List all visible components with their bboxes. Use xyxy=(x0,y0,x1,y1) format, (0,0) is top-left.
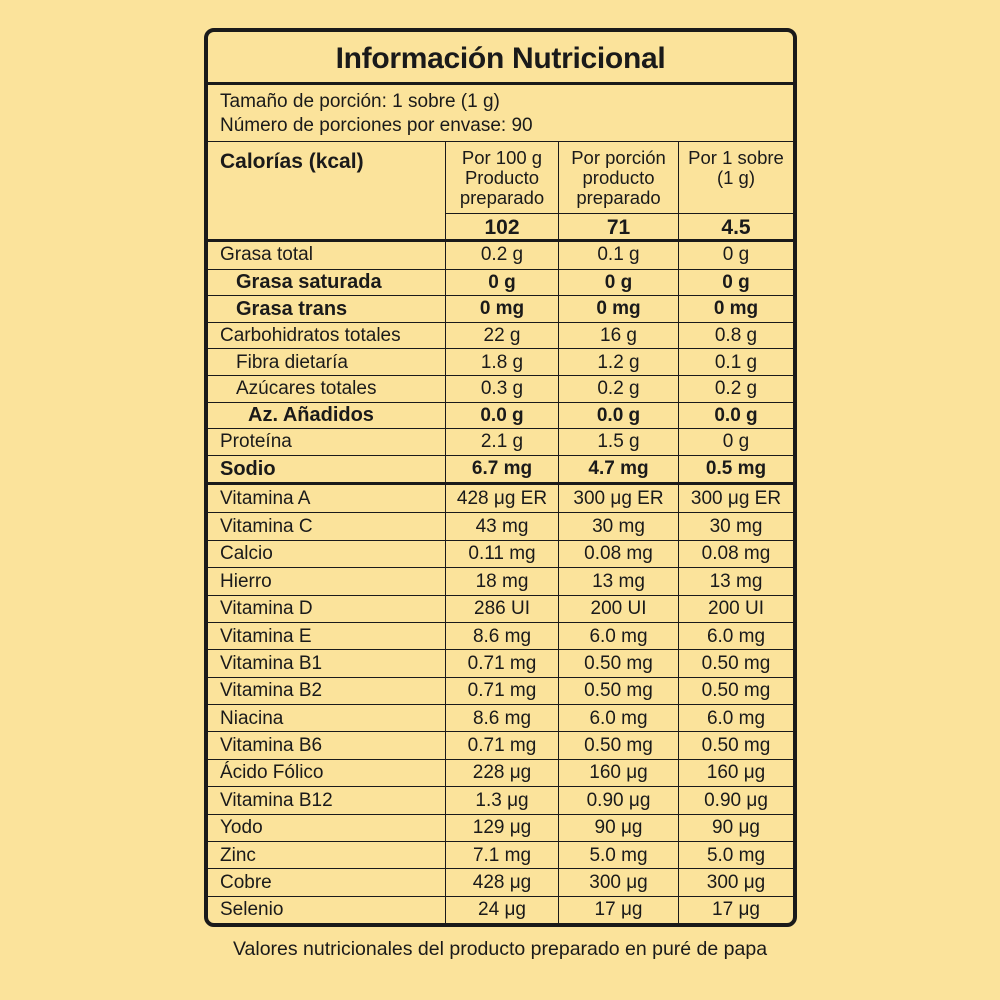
nutrient-value: 1.5 g xyxy=(597,431,640,453)
table-row xyxy=(208,242,793,269)
nutrient-value: 160 μg xyxy=(589,762,648,784)
column-separator xyxy=(558,141,559,923)
nutrient-value: 90 μg xyxy=(594,817,643,839)
table-row xyxy=(208,295,793,323)
nutrient-value: 43 mg xyxy=(475,516,529,538)
nutrient-value: 0.50 mg xyxy=(701,735,771,757)
nutrient-value: 0.71 mg xyxy=(467,652,537,674)
nutrient-value: 6.0 mg xyxy=(706,707,766,729)
nutrient-value: 0 mg xyxy=(713,298,759,320)
nutrient-name: Vitamina B12 xyxy=(220,789,333,811)
nutrient-value: 0.0 g xyxy=(480,404,524,426)
nutrient-name: Sodio xyxy=(220,457,276,480)
nutrient-value: 300 μg xyxy=(589,871,648,893)
nutrient-name: Yodo xyxy=(220,817,263,839)
nutrient-value: 2.1 g xyxy=(480,431,524,453)
nutrient-value: 0 mg xyxy=(596,298,641,320)
nutrient-value: 0.0 g xyxy=(714,404,758,426)
nutrient-name: Vitamina A xyxy=(220,487,311,509)
calories-label: Calorías (kcal) xyxy=(220,150,364,173)
nutrient-name: Vitamina C xyxy=(220,516,313,538)
nutrient-value: 0.1 g xyxy=(597,244,640,266)
title-divider xyxy=(208,82,793,85)
table-row xyxy=(208,348,793,376)
nutrient-value: 0.08 mg xyxy=(701,543,771,565)
nutrient-name: Fibra dietaría xyxy=(236,351,348,373)
table-row xyxy=(208,485,793,512)
nutrient-value: 18 mg xyxy=(475,570,529,592)
nutrient-name: Hierro xyxy=(220,570,272,592)
nutrient-value: 17 μg xyxy=(594,899,643,921)
nutrient-value: 0.90 μg xyxy=(704,789,768,811)
servings-per-container: Número de porciones por envase: 90 xyxy=(220,115,533,136)
table-row xyxy=(208,402,793,430)
nutrient-value: 6.0 mg xyxy=(589,707,648,729)
nutrition-facts-panel xyxy=(204,28,797,927)
table-row xyxy=(208,375,793,403)
serving-size: Tamaño de porción: 1 sobre (1 g) xyxy=(220,91,500,112)
nutrient-name: Vitamina B2 xyxy=(220,680,323,702)
nutrient-name: Proteína xyxy=(220,431,292,453)
nutrient-value: 0.50 mg xyxy=(584,735,653,757)
table-row xyxy=(208,677,793,705)
nutrient-value: 300 μg xyxy=(706,871,766,893)
table-row xyxy=(208,512,793,540)
nutrient-value: 6.0 mg xyxy=(589,625,648,647)
nutrient-value: 0 g xyxy=(722,431,750,453)
nutrient-value: 5.0 mg xyxy=(706,844,766,866)
nutrient-name: Zinc xyxy=(220,844,256,866)
nutrient-value: 24 μg xyxy=(478,899,526,921)
nutrient-value: 0 g xyxy=(722,244,750,266)
nutrient-name: Grasa saturada xyxy=(236,271,382,294)
nutrient-value: 0.90 μg xyxy=(586,789,651,811)
nutrient-name: Grasa total xyxy=(220,244,313,266)
nutrient-value: 0.50 mg xyxy=(701,680,771,702)
nutrient-value: 22 g xyxy=(483,325,521,347)
calories-value: 102 xyxy=(484,216,520,239)
nutrient-value: 17 μg xyxy=(712,899,760,921)
nutrient-value: 1.2 g xyxy=(597,351,640,373)
nutrient-name: Azúcares totales xyxy=(236,378,377,400)
nutrient-value: 0 g xyxy=(488,271,516,293)
nutrient-value: 0.50 mg xyxy=(584,652,653,674)
footnote: Valores nutricionales del producto preparado en puré de papa xyxy=(232,938,768,960)
nutrient-name: Vitamina B1 xyxy=(220,652,323,674)
calories-value: 4.5 xyxy=(721,216,751,239)
nutrient-value: 1.8 g xyxy=(480,351,524,373)
nutrient-value: 0.08 mg xyxy=(584,543,653,565)
nutrient-value: 300 μg ER xyxy=(573,487,664,509)
table-row xyxy=(208,786,793,814)
nutrient-value: 4.7 mg xyxy=(588,458,649,480)
nutrient-name: Selenio xyxy=(220,899,284,921)
serving-divider xyxy=(208,141,793,142)
nutrient-name: Vitamina B6 xyxy=(220,735,323,757)
table-row xyxy=(208,704,793,732)
nutrient-value: 0.2 g xyxy=(480,244,524,266)
nutrient-value: 0.1 g xyxy=(714,351,758,373)
nutrient-value: 0.71 mg xyxy=(467,680,537,702)
nutrient-value: 200 UI xyxy=(708,598,764,620)
nutrient-value: 200 UI xyxy=(590,598,647,620)
nutrient-value: 0.3 g xyxy=(480,378,524,400)
nutrient-value: 228 μg xyxy=(472,762,532,784)
table-row xyxy=(208,731,793,759)
table-row xyxy=(208,814,793,842)
column-separator xyxy=(445,141,446,923)
nutrient-value: 0 g xyxy=(722,271,750,293)
nutrient-value: 160 μg xyxy=(706,762,766,784)
calories-value: 71 xyxy=(606,216,631,239)
nutrient-value: 300 μg ER xyxy=(690,487,782,509)
nutrient-value: 0.50 mg xyxy=(701,652,771,674)
nutrient-value: 0.0 g xyxy=(596,404,641,426)
nutrient-value: 1.3 μg xyxy=(475,789,529,811)
nutrient-value: 5.0 mg xyxy=(589,844,648,866)
table-row xyxy=(208,322,793,350)
nutrient-value: 286 UI xyxy=(474,598,530,620)
nutrient-value: 0.5 mg xyxy=(705,458,767,480)
nutrient-value: 16 g xyxy=(600,325,637,347)
nutrient-value: 7.1 mg xyxy=(472,844,532,866)
column-header-per-serving: Por porción producto preparado xyxy=(571,147,666,208)
nutrient-value: 0 g xyxy=(604,271,633,293)
nutrient-value: 0.11 mg xyxy=(468,543,536,565)
nutrient-value: 8.6 mg xyxy=(472,707,532,729)
nutrient-value: 30 mg xyxy=(592,516,645,538)
table-row xyxy=(208,649,793,677)
nutrient-value: 8.6 mg xyxy=(472,625,532,647)
nutrient-value: 90 μg xyxy=(712,817,760,839)
nutrient-value: 0.2 g xyxy=(714,378,758,400)
panel-title: Información Nutricional xyxy=(335,42,666,75)
calorie-values-divider xyxy=(446,213,793,214)
nutrient-name: Grasa trans xyxy=(236,297,348,320)
nutrient-value: 129 μg xyxy=(472,817,532,839)
table-row xyxy=(208,759,793,787)
table-row xyxy=(208,428,793,456)
table-row xyxy=(208,868,793,896)
column-header-per-100g: Por 100 g Producto preparado xyxy=(459,147,545,208)
nutrient-value: 13 mg xyxy=(592,570,645,592)
nutrient-name: Carbohidratos totales xyxy=(220,325,401,347)
column-header-per-sachet: Por 1 sobre (1 g) xyxy=(688,147,784,188)
table-row xyxy=(208,455,793,483)
nutrient-name: Cobre xyxy=(220,871,272,893)
nutrient-name: Az. Añadidos xyxy=(248,404,374,427)
nutrient-value: 0.50 mg xyxy=(584,680,653,702)
nutrient-value: 0 mg xyxy=(479,298,525,320)
nutrient-value: 428 μg xyxy=(472,871,532,893)
column-separator xyxy=(678,141,679,923)
nutrient-value: 0.71 mg xyxy=(467,735,537,757)
table-row xyxy=(208,540,793,568)
nutrient-value: 428 μg ER xyxy=(456,487,548,509)
nutrient-name: Vitamina D xyxy=(220,598,313,620)
nutrient-name: Niacina xyxy=(220,707,284,729)
nutrient-value: 6.7 mg xyxy=(471,458,533,480)
table-row xyxy=(208,595,793,623)
nutrient-name: Vitamina E xyxy=(220,625,312,647)
table-row xyxy=(208,567,793,595)
nutrient-name: Ácido Fólico xyxy=(220,762,324,784)
nutrient-value: 6.0 mg xyxy=(706,625,766,647)
nutrient-value: 30 mg xyxy=(709,516,763,538)
nutrient-value: 0.8 g xyxy=(714,325,758,347)
nutrient-value: 0.2 g xyxy=(597,378,640,400)
table-row xyxy=(208,269,793,297)
table-row xyxy=(208,841,793,869)
table-row xyxy=(208,896,793,924)
nutrient-name: Calcio xyxy=(220,543,273,565)
nutrient-value: 13 mg xyxy=(709,570,763,592)
table-row xyxy=(208,622,793,650)
